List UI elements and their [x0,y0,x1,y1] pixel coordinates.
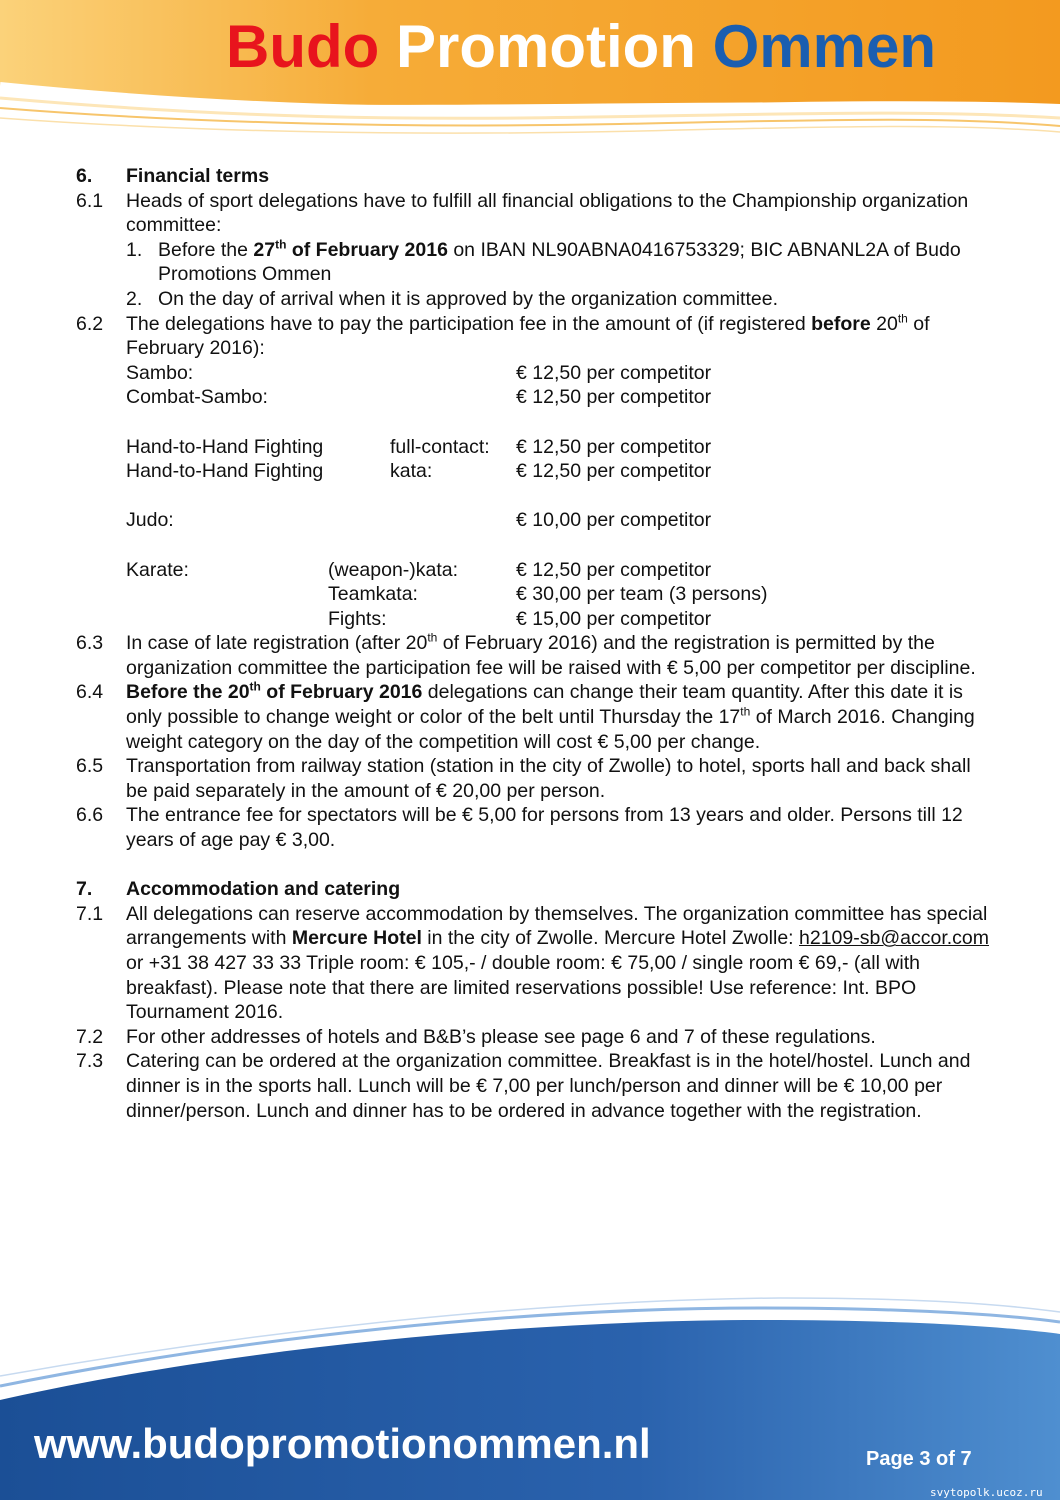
list-item-6-1-1: 1. Before the 27th of February 2016 on IBAN NL90ABNA0416753329; BIC ABNANL2A of Budo Promotions Ommen [126,237,961,286]
brand-word-budo: Budo [226,13,380,80]
fee-row-judo: Judo: € 10,00 per competitor [126,509,712,532]
paragraph-6-5: 6.5 Transportation from railway station (station in the city of Zwolle) to hotel, sports hall and back shall be paid separately in the amount of € 20,00 per person. [76,755,971,802]
brand-title [226,12,936,81]
fee-row-karate-kata: Karate: (weapon-)kata: € 12,50 per competitor [126,558,712,581]
hotel-email-link[interactable]: h2109-sb@accor.com [799,927,989,950]
watermark-text: svytopolk.ucoz.ru [930,1486,1043,1499]
brand-word-ommen: Ommen [712,13,936,80]
paragraph-7-3: 7.3 Catering can be ordered at the organization committee. Breakfast is in the hotel/hostel. Lunch and dinner is in the sports hall. Lunch will be € 7,00 per lunch/person and dinner will be € 10,00 per dinner/person. Lunch and dinner has to be ordered in advance together with the registration. [76,1050,971,1122]
section-6-heading: 6. Financial terms [76,165,270,187]
website-url[interactable]: www.budopromotionommen.nl [34,1420,651,1467]
fee-row-karate-teamkata: Teamkata: € 30,00 per team (3 persons) [328,583,768,606]
fee-row-karate-fights: Fights: € 15,00 per competitor [328,607,712,630]
paragraph-7-2: 7.2 For other addresses of hotels and B&B’s please see page 6 and 7 of these regulations. [76,1025,876,1048]
fee-row-hth-kata: Hand-to-Hand Fighting kata: € 12,50 per competitor [126,460,712,483]
document-body [76,164,996,1123]
paragraph-7-1: 7.1 All delegations can reserve accommodation by themselves. The organization committee has special arrangements with Mercure Hotel in the city of Zwolle. Mercure Hotel Zwolle: h2109-sb@accor.com or +31 38 427 33 33 Triple room: € 105,- / double room: € 75,00 / single room € 69,- (all with breakfast). Please note that there are limited reservations possible! Use reference: Int. BPO Tournament 2016. [76,902,989,1024]
fee-row-sambo: Sambo: € 12,50 per competitor [126,361,712,384]
page-header [0,0,1060,160]
paragraph-6-6: 6.6 The entrance fee for spectators will be € 5,00 for persons from 13 years and older. Persons till 12 years of age pay € 3,00. [76,804,963,852]
paragraph-6-4: 6.4 Before the 20th of February 2016 delegations can change their team quantity. After this date it is only possible to change weight or color of the belt until Thursday the 17th of March 2016. Changing weight category on the day of the competition will cost € 5,00 per change. [76,679,975,753]
page-footer [0,1290,1060,1500]
section-7-heading: 7. Accommodation and catering [76,878,401,901]
paragraph-6-2: 6.2 The delegations have to pay the participation fee in the amount of (if registered before 20th of February 2016): [76,311,930,360]
paragraph-6-3: 6.3 In case of late registration (after 20th of February 2016) and the registration is permitted by the organization committee the participation fee will be raised with € 5,00 per competitor per discipline. [76,630,976,679]
list-item-6-1-2: 2. On the day of arrival when it is approved by the organization committee. [126,287,778,310]
brand-word-promotion: Promotion [395,13,696,80]
paragraph-6-1: 6.1 Heads of sport delegations have to fulfill all financial obligations to the Championship organization committee: 1. Before the 27th of February 2016 on IBAN NL90ABNA0416753329; BIC ABNANL2A of Budo Promotions Ommen 2. On the day of arrival when it is approved by the organization committee. [76,189,996,312]
fee-row-combat-sambo: Combat-Sambo: € 12,50 per competitor [126,386,712,409]
fee-row-hth-full-contact: Hand-to-Hand Fighting full-contact: € 12,50 per competitor [126,435,712,458]
page-number: Page 3 of 7 [866,1448,972,1470]
